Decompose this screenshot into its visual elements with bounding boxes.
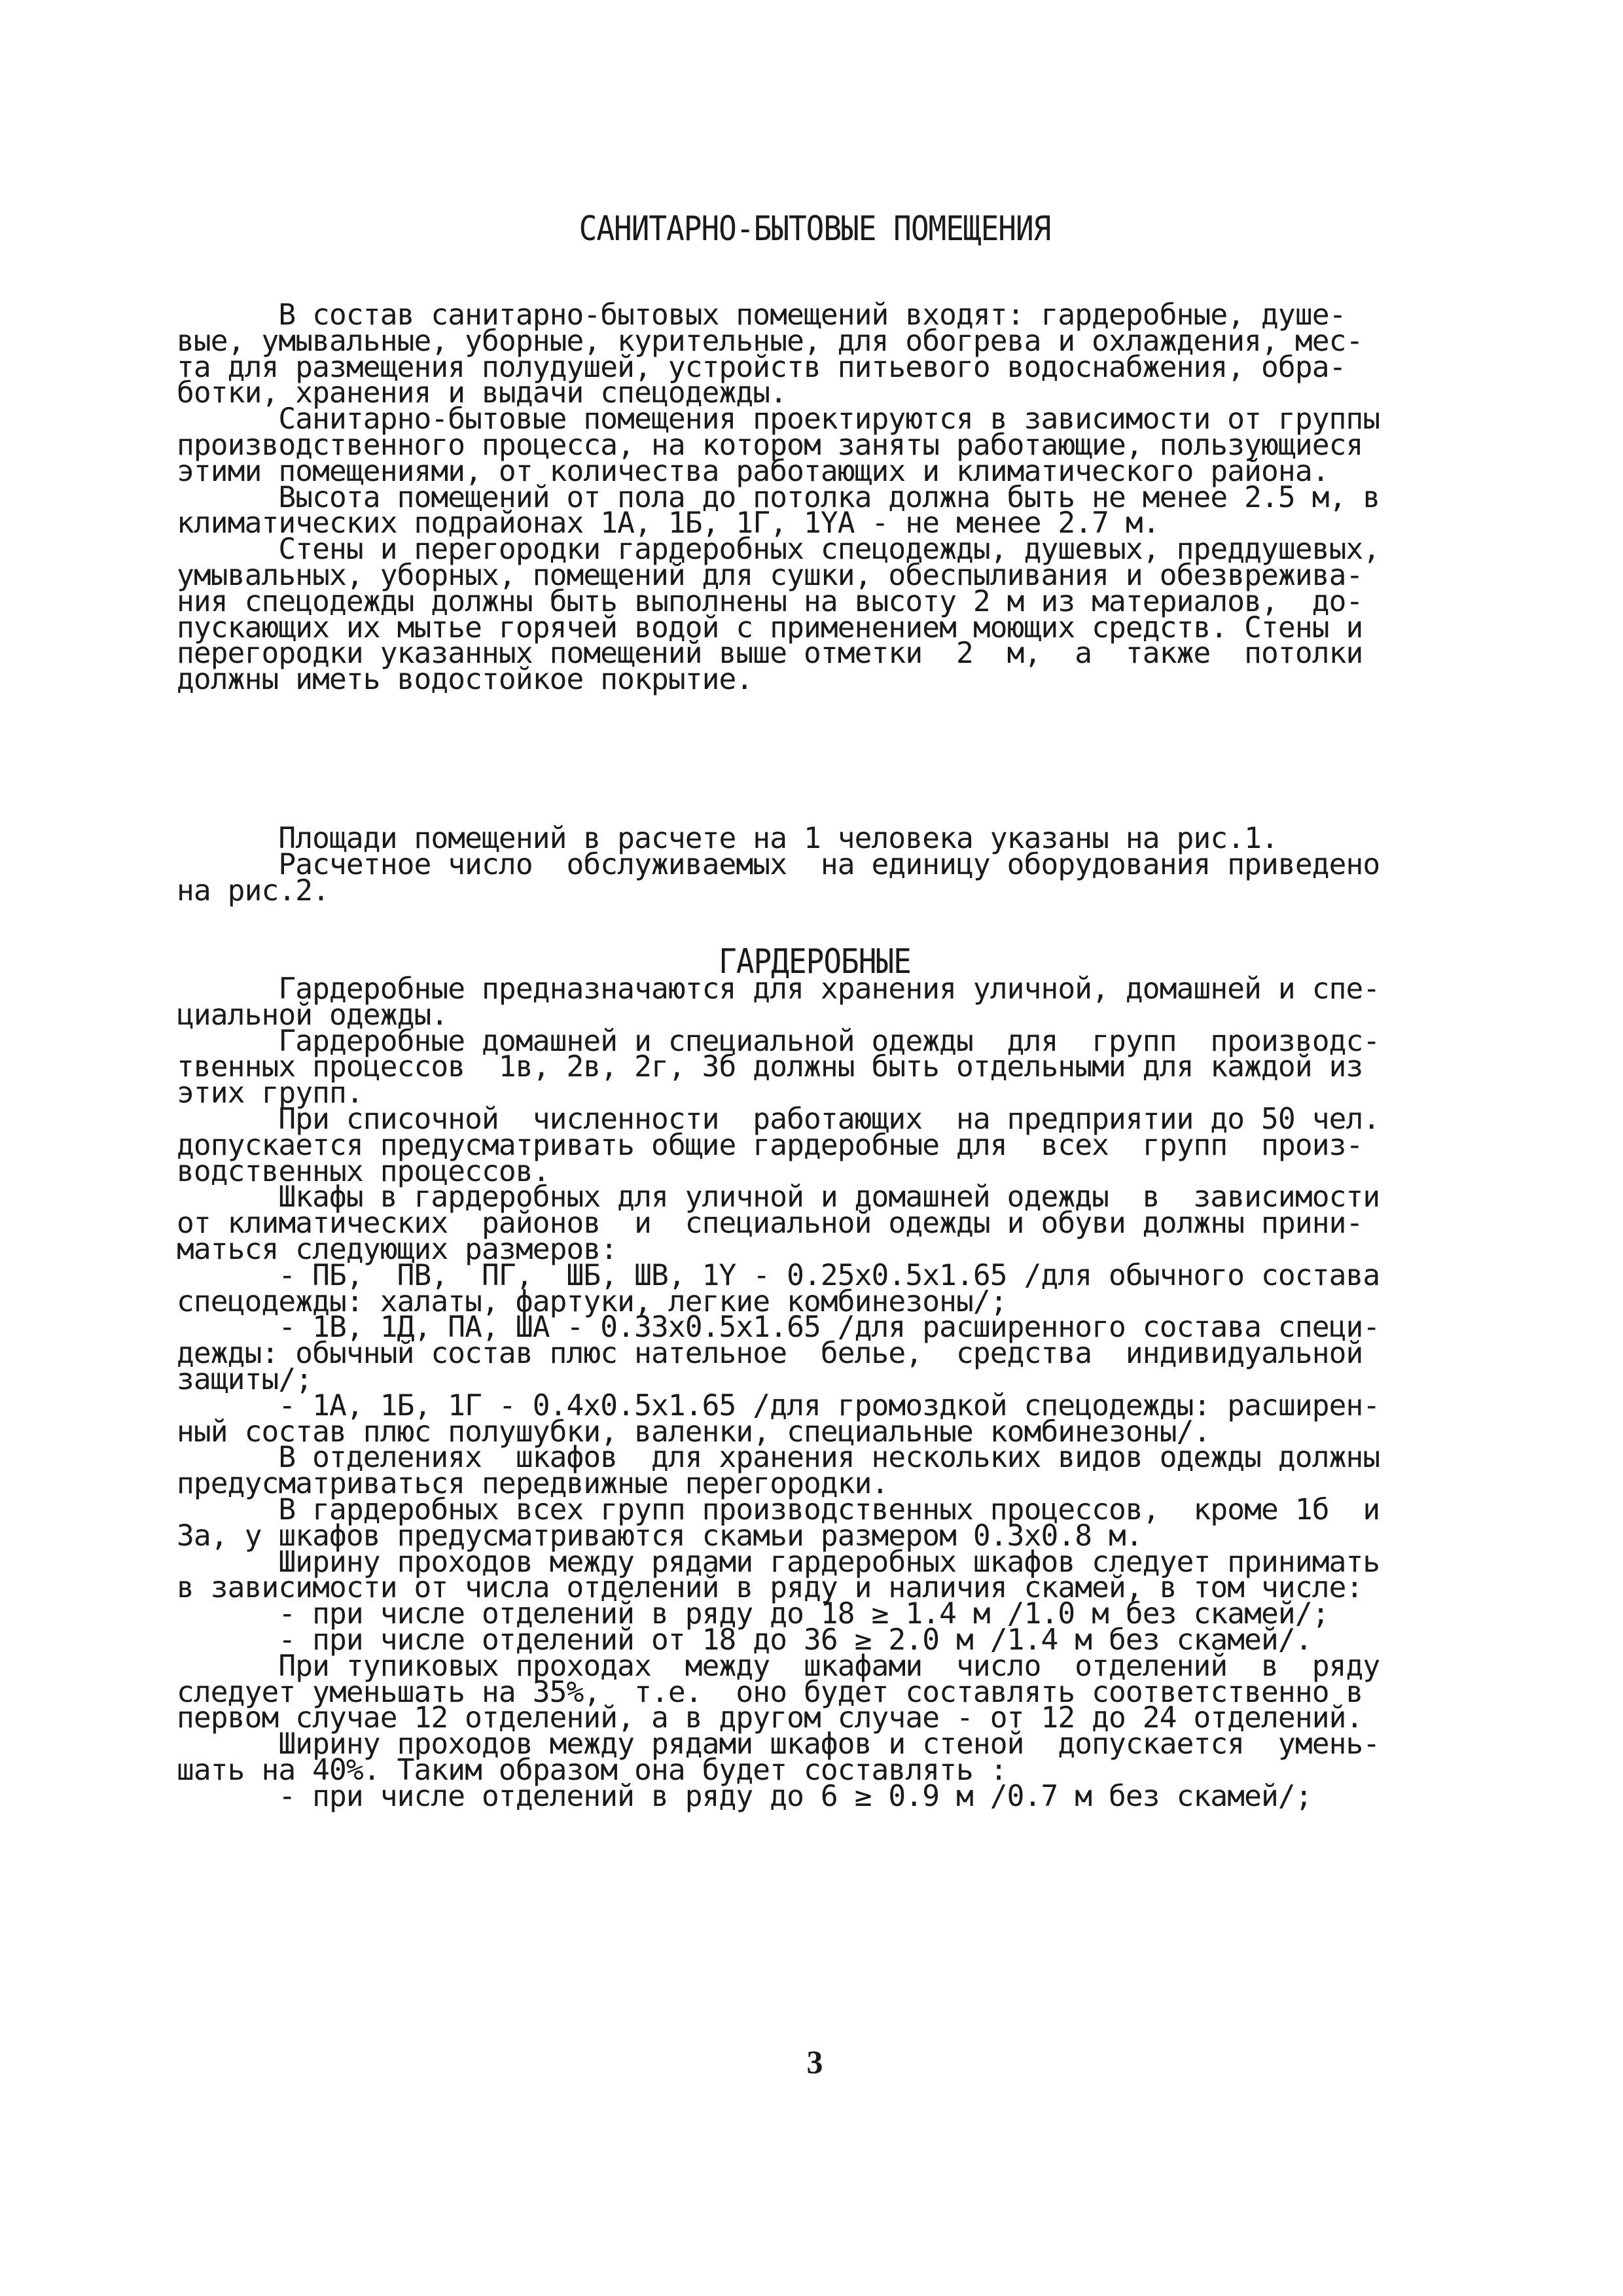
text-line: Санитарно-бытовые помещения проектируются в зависимости от группы: [177, 402, 1380, 436]
text-line: При тупиковых проходах между шкафами число отделений в ряду: [177, 1649, 1380, 1683]
text-line: спецодежды: халаты, фартуки, легкие комбинезоны/;: [177, 1284, 1007, 1318]
text-line: климатических подрайонах 1А, 1Б, 1Г, 1YA - не менее 2.7 м.: [177, 506, 1160, 540]
text-line: следует уменьшать на 35%, т.е. оно будет составлять соответственно в: [177, 1675, 1363, 1709]
text-line: В отделениях шкафов для хранения нескольких видов одежды должны: [177, 1441, 1380, 1475]
text-line: - 1А, 1Б, 1Г - 0.4х0.5х1.65 /для громоздкой спецодежды: расширен-: [177, 1388, 1380, 1422]
page-number: 3: [806, 2043, 823, 2080]
text-line: защиты/;: [177, 1362, 313, 1396]
text-line: первом случае 12 отделений, а в другом случае - от 12 до 24 отделений.: [177, 1701, 1363, 1735]
text-line: При списочной численности работающих на предприятии до 50 чел.: [177, 1102, 1380, 1136]
text-line: Расчетное число обслуживаемых на единицу оборудования приведено: [177, 847, 1380, 881]
text-line: водственных процессов.: [177, 1154, 550, 1188]
text-line: - при числе отделений в ряду до 18 ≥ 1.4 м /1.0 м без скамей/;: [177, 1597, 1329, 1631]
areas-paragraphs: [177, 822, 1453, 908]
section-title: САНИТАРНО-БЫТОВЫЕ ПОМЕЩЕНИЯ: [579, 208, 1051, 249]
text-line: Ширину проходов между рядами шкафов и стеной допускается умень-: [177, 1727, 1380, 1761]
text-line: Стены и перегородки гардеробных спецодежды, душевых, преддушевых,: [177, 533, 1380, 567]
text-line: циальной одежды.: [177, 998, 448, 1032]
text-line: предусматриваться передвижные перегородки.: [177, 1467, 889, 1501]
text-line: на рис.2.: [177, 874, 330, 908]
text-line: твенных процессов 1в, 2в, 2г, 3б должны быть отдельными для каждой из: [177, 1050, 1363, 1084]
text-line: Ширину проходов между рядами гардеробных шкафов следует принимать: [177, 1545, 1380, 1579]
text-line: Гардеробные домашней и специальной одежды для групп производс-: [177, 1024, 1380, 1058]
text-line: - при числе отделений от 18 до 36 ≥ 2.0 м /1.4 м без скамей/.: [177, 1623, 1312, 1657]
text-line: 3а, у шкафов предусматриваются скамьи размером 0.3х0.8 м.: [177, 1519, 1143, 1553]
text-line: Площади помещений в расчете на 1 человека указаны на рис.1.: [177, 822, 1278, 855]
subsection-title-wardrobes: ГАРДЕРОБНЫЕ: [719, 941, 911, 981]
text-line: шать на 40%. Таким образом она будет составлять :: [177, 1753, 1007, 1787]
text-line: - при числе отделений в ряду до 6 ≥ 0.9 м /0.7 м без скамей/;: [177, 1779, 1312, 1813]
text-line: Шкафы в гардеробных для уличной и домашней одежды в зависимости: [177, 1180, 1380, 1214]
text-line: ния спецодежды должны быть выполнены на высоту 2 м из материалов, до-: [177, 584, 1363, 618]
text-line: в зависимости от числа отделений в ряду и наличия скамей, в том числе:: [177, 1571, 1363, 1605]
text-line: - 1В, 1Д, ПА, ША - 0.33х0.5х1.65 /для расширенного состава специ-: [177, 1311, 1380, 1345]
text-line: маться следующих размеров:: [177, 1232, 618, 1266]
intro-paragraphs: [177, 298, 1453, 697]
text-line: этих групп.: [177, 1076, 363, 1110]
text-line: умывальных, уборных, помещений для сушки, обеспыливания и обезврежива-: [177, 558, 1363, 592]
text-line: этими помещениями, от количества работающих и климатического района.: [177, 454, 1329, 488]
text-line: дежды: обычный состав плюс нательное белье, средства индивидуальной: [177, 1337, 1363, 1371]
text-line: допускается предусматривать общие гардеробные для всех групп произ-: [177, 1128, 1363, 1162]
text-line: В состав санитарно-бытовых помещений входят: гардеробные, душе-: [177, 298, 1346, 332]
document-page: [177, 0, 1453, 2296]
text-line: перегородки указанных помещений выше отметки 2 м, а также потолки: [177, 637, 1363, 671]
text-line: та для размещения полудушей, устройств питьевого водоснабжения, обра-: [177, 350, 1346, 384]
text-line: Гардеробные предназначаются для хранения уличной, домашней и спе-: [177, 972, 1380, 1006]
text-line: производственного процесса, на котором заняты работающие, пользующиеся: [177, 428, 1363, 462]
text-line: - ПБ, ПВ, ПГ, ШБ, ШВ, 1Y - 0.25х0.5х1.65 /для обычного состава: [177, 1258, 1380, 1292]
text-line: ботки, хранения и выдачи спецодежды.: [177, 376, 787, 410]
text-line: пускающих их мытье горячей водой с применением моющих средств. Стены и: [177, 610, 1363, 645]
text-line: должны иметь водостойкое покрытие.: [177, 663, 753, 697]
text-line: ный состав плюс полушубки, валенки, специальные комбинезоны/.: [177, 1415, 1211, 1449]
text-line: от климатических районов и специальной одежды и обуви должны прини-: [177, 1207, 1363, 1241]
wardrobe-paragraphs: [177, 972, 1453, 1813]
text-line: В гардеробных всех групп производственных процессов, кроме 1б и: [177, 1492, 1380, 1527]
text-line: вые, умывальные, уборные, курительные, для обогрева и охлаждения, мес-: [177, 324, 1363, 358]
text-line: Высота помещений от пола до потолка должна быть не менее 2.5 м, в: [177, 480, 1380, 514]
